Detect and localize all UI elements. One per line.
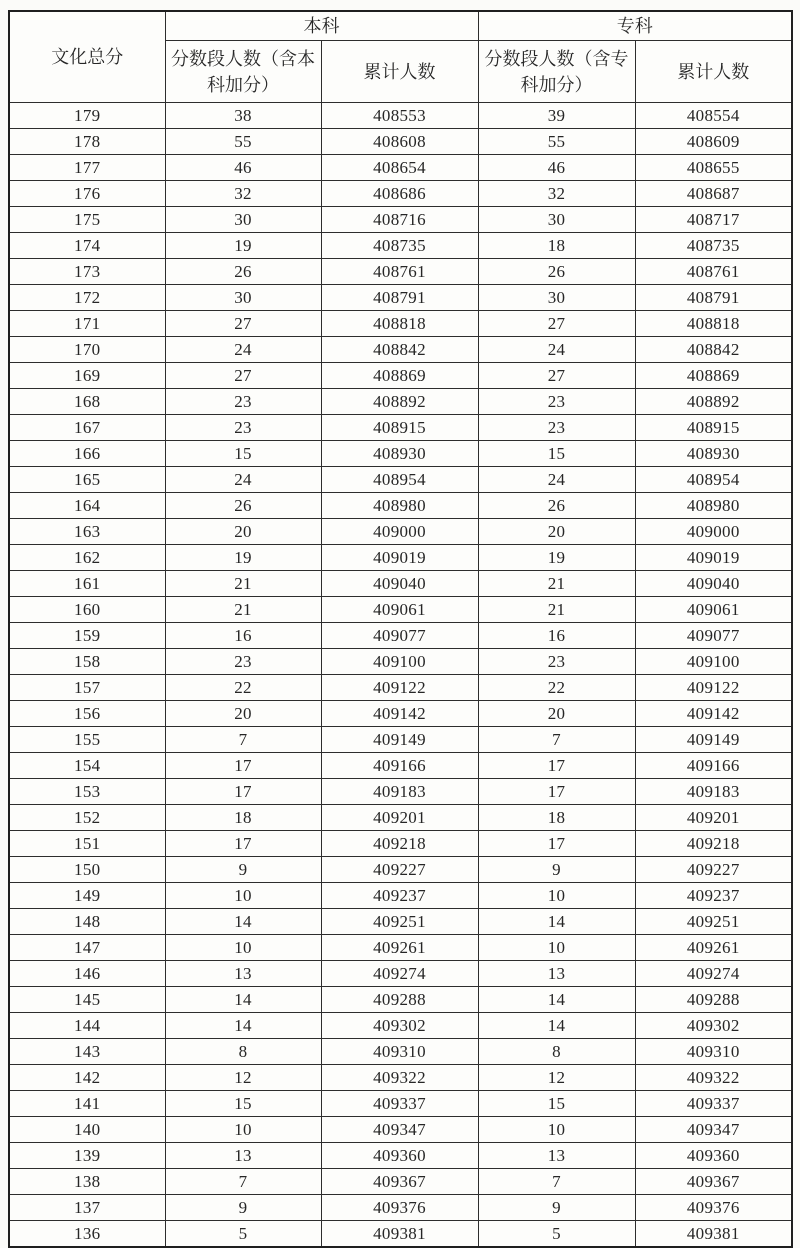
- table-row: [9, 207, 792, 233]
- table-cell: 148: [9, 909, 165, 935]
- table-cell: 23: [478, 415, 635, 441]
- table-row: [9, 805, 792, 831]
- table-cell: 150: [9, 857, 165, 883]
- table-row: [9, 935, 792, 961]
- table-cell: 9: [165, 1195, 321, 1221]
- table-row: [9, 571, 792, 597]
- table-cell: 13: [165, 1143, 321, 1169]
- table-cell: 408608: [321, 129, 478, 155]
- table-cell: 409367: [321, 1169, 478, 1195]
- table-cell: 55: [478, 129, 635, 155]
- table-cell: 408687: [635, 181, 792, 207]
- table-cell: 24: [165, 337, 321, 363]
- header-college-cumulative-count: 累计人数: [635, 41, 792, 103]
- table-cell: 408915: [635, 415, 792, 441]
- table-cell: 166: [9, 441, 165, 467]
- table-cell: 408818: [635, 311, 792, 337]
- table-cell: 409019: [635, 545, 792, 571]
- table-cell: 170: [9, 337, 165, 363]
- table-cell: 408954: [635, 467, 792, 493]
- header-total-score: 文化总分: [9, 11, 165, 103]
- table-row: [9, 233, 792, 259]
- table-cell: 409261: [321, 935, 478, 961]
- table-cell: 14: [165, 987, 321, 1013]
- table-cell: 408554: [635, 103, 792, 129]
- table-row: [9, 1143, 792, 1169]
- table-cell: 409100: [321, 649, 478, 675]
- table-cell: 13: [478, 1143, 635, 1169]
- table-cell: 10: [478, 935, 635, 961]
- table-row: [9, 987, 792, 1013]
- table-row: [9, 467, 792, 493]
- table-cell: 138: [9, 1169, 165, 1195]
- table-cell: 26: [478, 259, 635, 285]
- score-distribution-table: [8, 10, 793, 1248]
- table-cell: 163: [9, 519, 165, 545]
- table-cell: 19: [165, 545, 321, 571]
- table-cell: 408735: [321, 233, 478, 259]
- table-cell: 409201: [635, 805, 792, 831]
- table-row: [9, 597, 792, 623]
- table-row: [9, 1221, 792, 1248]
- table-row: [9, 181, 792, 207]
- table-cell: 408686: [321, 181, 478, 207]
- table-row: [9, 1117, 792, 1143]
- table-cell: 20: [478, 701, 635, 727]
- table-cell: 7: [478, 727, 635, 753]
- table-cell: 8: [165, 1039, 321, 1065]
- table-cell: 137: [9, 1195, 165, 1221]
- table-cell: 19: [478, 545, 635, 571]
- table-cell: 409302: [635, 1013, 792, 1039]
- table-row: [9, 857, 792, 883]
- table-cell: 17: [478, 753, 635, 779]
- table-cell: 409381: [635, 1221, 792, 1248]
- table-cell: 142: [9, 1065, 165, 1091]
- table-row: [9, 831, 792, 857]
- table-cell: 14: [165, 1013, 321, 1039]
- table-cell: 409322: [321, 1065, 478, 1091]
- table-cell: 9: [478, 857, 635, 883]
- table-row: [9, 909, 792, 935]
- table-cell: 20: [478, 519, 635, 545]
- table-cell: 409166: [635, 753, 792, 779]
- table-cell: 140: [9, 1117, 165, 1143]
- table-cell: 30: [165, 207, 321, 233]
- table-row: [9, 415, 792, 441]
- table-cell: 139: [9, 1143, 165, 1169]
- table-cell: 23: [165, 415, 321, 441]
- table-cell: 409261: [635, 935, 792, 961]
- table-cell: 409040: [321, 571, 478, 597]
- table-row: [9, 493, 792, 519]
- table-cell: 19: [165, 233, 321, 259]
- table-cell: 15: [165, 1091, 321, 1117]
- table-row: [9, 389, 792, 415]
- header-bachelor-segment-count: 分数段人数（含本科加分）: [165, 41, 321, 103]
- table-cell: 13: [165, 961, 321, 987]
- table-row: [9, 155, 792, 181]
- table-row: [9, 337, 792, 363]
- table-cell: 409337: [321, 1091, 478, 1117]
- table-cell: 136: [9, 1221, 165, 1248]
- table-cell: 408930: [635, 441, 792, 467]
- table-cell: 23: [165, 649, 321, 675]
- table-row: [9, 779, 792, 805]
- table-cell: 21: [478, 597, 635, 623]
- table-cell: 408609: [635, 129, 792, 155]
- table-cell: 408915: [321, 415, 478, 441]
- table-cell: 408842: [321, 337, 478, 363]
- table-cell: 10: [165, 1117, 321, 1143]
- table-cell: 16: [165, 623, 321, 649]
- table-cell: 15: [165, 441, 321, 467]
- table-cell: 13: [478, 961, 635, 987]
- table-row: [9, 363, 792, 389]
- table-cell: 144: [9, 1013, 165, 1039]
- header-group-college: 专科: [478, 11, 792, 41]
- table-cell: 409322: [635, 1065, 792, 1091]
- table-cell: 409302: [321, 1013, 478, 1039]
- table-cell: 30: [478, 207, 635, 233]
- table-cell: 5: [165, 1221, 321, 1248]
- table-row: [9, 1091, 792, 1117]
- table-cell: 27: [478, 311, 635, 337]
- table-cell: 408553: [321, 103, 478, 129]
- table-cell: 46: [165, 155, 321, 181]
- table-row: [9, 649, 792, 675]
- table-row: [9, 129, 792, 155]
- table-cell: 18: [478, 233, 635, 259]
- table-cell: 409201: [321, 805, 478, 831]
- table-cell: 17: [478, 831, 635, 857]
- table-cell: 409310: [635, 1039, 792, 1065]
- table-row: [9, 1169, 792, 1195]
- table-cell: 409183: [635, 779, 792, 805]
- table-cell: 409149: [635, 727, 792, 753]
- table-cell: 24: [478, 337, 635, 363]
- table-cell: 39: [478, 103, 635, 129]
- table-cell: 26: [165, 259, 321, 285]
- table-cell: 18: [478, 805, 635, 831]
- table-cell: 9: [165, 857, 321, 883]
- table-cell: 156: [9, 701, 165, 727]
- header-group-row: [9, 11, 792, 41]
- table-cell: 409376: [321, 1195, 478, 1221]
- table-row: [9, 441, 792, 467]
- table-cell: 409000: [321, 519, 478, 545]
- table-cell: 409347: [321, 1117, 478, 1143]
- table-cell: 27: [165, 363, 321, 389]
- table-cell: 408930: [321, 441, 478, 467]
- table-cell: 5: [478, 1221, 635, 1248]
- table-cell: 409100: [635, 649, 792, 675]
- table-cell: 14: [478, 1013, 635, 1039]
- table-cell: 408842: [635, 337, 792, 363]
- table-cell: 408869: [321, 363, 478, 389]
- table-row: [9, 103, 792, 129]
- table-cell: 178: [9, 129, 165, 155]
- table-cell: 15: [478, 441, 635, 467]
- table-cell: 408892: [321, 389, 478, 415]
- table-cell: 30: [165, 285, 321, 311]
- table-cell: 409274: [635, 961, 792, 987]
- table-row: [9, 311, 792, 337]
- table-cell: 409040: [635, 571, 792, 597]
- table-row: [9, 1039, 792, 1065]
- table-cell: 154: [9, 753, 165, 779]
- table-row: [9, 883, 792, 909]
- table-cell: 167: [9, 415, 165, 441]
- header-bachelor-cumulative-count: 累计人数: [321, 41, 478, 103]
- table-cell: 165: [9, 467, 165, 493]
- table-cell: 409122: [321, 675, 478, 701]
- table-cell: 408892: [635, 389, 792, 415]
- table-cell: 10: [165, 935, 321, 961]
- table-cell: 159: [9, 623, 165, 649]
- table-cell: 409218: [321, 831, 478, 857]
- table-cell: 409227: [635, 857, 792, 883]
- table-cell: 174: [9, 233, 165, 259]
- table-header: [9, 11, 792, 103]
- table-row: [9, 259, 792, 285]
- table-cell: 408791: [635, 285, 792, 311]
- table-cell: 149: [9, 883, 165, 909]
- table-cell: 10: [165, 883, 321, 909]
- table-cell: 409360: [321, 1143, 478, 1169]
- table-cell: 409274: [321, 961, 478, 987]
- table-cell: 409218: [635, 831, 792, 857]
- table-cell: 409166: [321, 753, 478, 779]
- table-cell: 172: [9, 285, 165, 311]
- table-cell: 26: [478, 493, 635, 519]
- table-cell: 147: [9, 935, 165, 961]
- table-cell: 10: [478, 883, 635, 909]
- table-cell: 152: [9, 805, 165, 831]
- table-cell: 23: [478, 389, 635, 415]
- table-row: [9, 961, 792, 987]
- table-cell: 177: [9, 155, 165, 181]
- table-cell: 408980: [635, 493, 792, 519]
- table-cell: 160: [9, 597, 165, 623]
- table-cell: 15: [478, 1091, 635, 1117]
- table-cell: 12: [478, 1065, 635, 1091]
- table-cell: 409237: [635, 883, 792, 909]
- table-cell: 409381: [321, 1221, 478, 1248]
- table-cell: 161: [9, 571, 165, 597]
- table-cell: 30: [478, 285, 635, 311]
- table-cell: 409288: [635, 987, 792, 1013]
- table-cell: 14: [478, 987, 635, 1013]
- table-cell: 409310: [321, 1039, 478, 1065]
- table-cell: 7: [478, 1169, 635, 1195]
- table-cell: 162: [9, 545, 165, 571]
- table-cell: 20: [165, 701, 321, 727]
- table-cell: 32: [478, 181, 635, 207]
- table-cell: 8: [478, 1039, 635, 1065]
- table-cell: 21: [478, 571, 635, 597]
- table-cell: 168: [9, 389, 165, 415]
- table-cell: 145: [9, 987, 165, 1013]
- table-cell: 141: [9, 1091, 165, 1117]
- document-page: [8, 10, 793, 1248]
- table-row: [9, 1065, 792, 1091]
- table-cell: 409000: [635, 519, 792, 545]
- table-cell: 18: [165, 805, 321, 831]
- table-cell: 7: [165, 1169, 321, 1195]
- table-cell: 9: [478, 1195, 635, 1221]
- table-cell: 409142: [635, 701, 792, 727]
- score-table-body: [9, 103, 792, 1248]
- table-row: [9, 701, 792, 727]
- table-row: [9, 727, 792, 753]
- table-cell: 23: [478, 649, 635, 675]
- table-cell: 409360: [635, 1143, 792, 1169]
- table-row: [9, 545, 792, 571]
- table-cell: 14: [478, 909, 635, 935]
- table-cell: 409376: [635, 1195, 792, 1221]
- table-cell: 32: [165, 181, 321, 207]
- table-cell: 409149: [321, 727, 478, 753]
- table-cell: 409347: [635, 1117, 792, 1143]
- table-cell: 10: [478, 1117, 635, 1143]
- table-cell: 179: [9, 103, 165, 129]
- table-cell: 164: [9, 493, 165, 519]
- table-cell: 155: [9, 727, 165, 753]
- table-cell: 14: [165, 909, 321, 935]
- table-cell: 409288: [321, 987, 478, 1013]
- table-row: [9, 285, 792, 311]
- table-cell: 409122: [635, 675, 792, 701]
- table-cell: 409183: [321, 779, 478, 805]
- table-cell: 171: [9, 311, 165, 337]
- table-cell: 24: [478, 467, 635, 493]
- table-cell: 21: [165, 571, 321, 597]
- table-cell: 175: [9, 207, 165, 233]
- table-cell: 408761: [635, 259, 792, 285]
- table-cell: 408717: [635, 207, 792, 233]
- table-cell: 408716: [321, 207, 478, 233]
- table-cell: 151: [9, 831, 165, 857]
- table-cell: 409061: [321, 597, 478, 623]
- table-cell: 176: [9, 181, 165, 207]
- table-cell: 409019: [321, 545, 478, 571]
- table-cell: 408791: [321, 285, 478, 311]
- table-cell: 408654: [321, 155, 478, 181]
- table-cell: 16: [478, 623, 635, 649]
- table-row: [9, 1013, 792, 1039]
- table-cell: 38: [165, 103, 321, 129]
- table-cell: 408655: [635, 155, 792, 181]
- table-cell: 55: [165, 129, 321, 155]
- table-cell: 17: [165, 753, 321, 779]
- table-cell: 408869: [635, 363, 792, 389]
- header-college-segment-count: 分数段人数（含专科加分）: [478, 41, 635, 103]
- table-cell: 409142: [321, 701, 478, 727]
- table-cell: 409227: [321, 857, 478, 883]
- table-cell: 17: [478, 779, 635, 805]
- table-cell: 20: [165, 519, 321, 545]
- table-cell: 409251: [635, 909, 792, 935]
- table-row: [9, 1195, 792, 1221]
- table-cell: 26: [165, 493, 321, 519]
- table-cell: 169: [9, 363, 165, 389]
- table-row: [9, 519, 792, 545]
- table-cell: 46: [478, 155, 635, 181]
- table-cell: 24: [165, 467, 321, 493]
- table-cell: 143: [9, 1039, 165, 1065]
- table-cell: 27: [165, 311, 321, 337]
- table-cell: 21: [165, 597, 321, 623]
- table-row: [9, 623, 792, 649]
- table-cell: 409237: [321, 883, 478, 909]
- table-cell: 408761: [321, 259, 478, 285]
- table-cell: 409077: [321, 623, 478, 649]
- table-cell: 23: [165, 389, 321, 415]
- table-cell: 157: [9, 675, 165, 701]
- table-cell: 173: [9, 259, 165, 285]
- header-group-bachelor: 本科: [165, 11, 478, 41]
- table-cell: 17: [165, 831, 321, 857]
- table-cell: 12: [165, 1065, 321, 1091]
- table-cell: 158: [9, 649, 165, 675]
- table-cell: 409337: [635, 1091, 792, 1117]
- table-cell: 408818: [321, 311, 478, 337]
- table-cell: 409251: [321, 909, 478, 935]
- table-cell: 408735: [635, 233, 792, 259]
- table-cell: 22: [165, 675, 321, 701]
- table-row: [9, 675, 792, 701]
- table-row: [9, 753, 792, 779]
- table-cell: 408954: [321, 467, 478, 493]
- table-cell: 408980: [321, 493, 478, 519]
- table-cell: 17: [165, 779, 321, 805]
- table-cell: 409061: [635, 597, 792, 623]
- table-cell: 409367: [635, 1169, 792, 1195]
- table-cell: 27: [478, 363, 635, 389]
- table-cell: 22: [478, 675, 635, 701]
- table-cell: 153: [9, 779, 165, 805]
- table-cell: 146: [9, 961, 165, 987]
- table-cell: 409077: [635, 623, 792, 649]
- table-cell: 7: [165, 727, 321, 753]
